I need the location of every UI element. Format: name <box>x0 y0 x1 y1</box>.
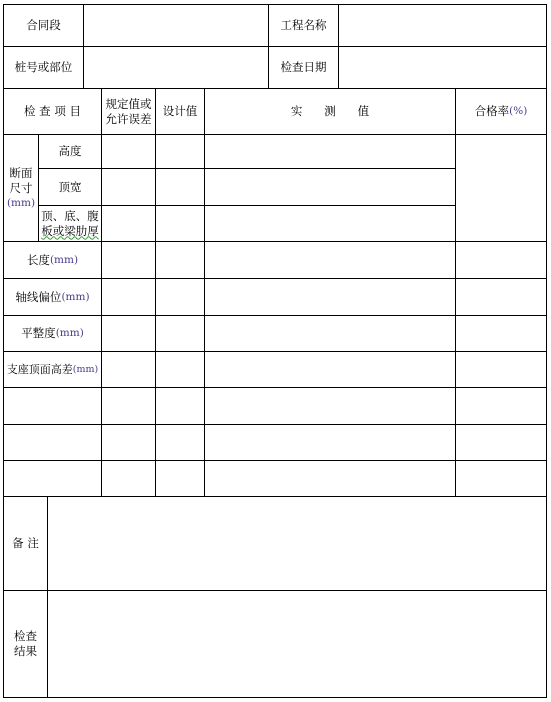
remarks-label: 备 注 <box>12 536 39 550</box>
allowed-line2: 允许误差 <box>105 111 152 126</box>
column-header-allowed <box>102 89 155 134</box>
contract-section-label: 合同段 <box>26 18 61 32</box>
length-unit: (mm) <box>49 253 79 266</box>
pile-or-part-label: 桩号或部位 <box>14 60 73 74</box>
blank-row-1[interactable] <box>4 388 546 424</box>
column-header-design: 设计值 <box>162 104 198 118</box>
row-label-top-width: 顶宽 <box>58 179 82 194</box>
flatness-unit: (mm) <box>55 327 84 339</box>
thickness-line2: 板或梁肋厚 <box>41 223 99 238</box>
flatness-label: 平整度 <box>21 326 56 340</box>
section-dimension-label <box>4 135 38 241</box>
project-name-label: 工程名称 <box>280 18 327 32</box>
column-header-item: 检 查 项 目 <box>24 104 81 118</box>
inspection-date-label: 检查日期 <box>280 60 327 74</box>
bearing-top-diff-label: 支座顶面高差 <box>6 363 73 376</box>
column-header-measured: 实 测 值 <box>290 104 370 118</box>
pile-or-part-field[interactable] <box>84 47 268 88</box>
column-header-pass-rate <box>456 89 546 134</box>
axis-offset-label: 轴线偏位 <box>15 289 62 304</box>
row-label-axis-offset <box>4 279 101 315</box>
length-label: 长度 <box>26 252 50 267</box>
remarks-field[interactable] <box>48 497 546 590</box>
row-label-thickness <box>39 206 101 241</box>
row-label-length <box>4 242 101 278</box>
result-line2: 结果 <box>14 644 37 658</box>
section-label-line1: 断面 <box>9 165 33 180</box>
row-label-bearing-top-diff <box>3 352 102 387</box>
result-field[interactable] <box>48 591 546 697</box>
row-label-height: 高度 <box>58 144 82 158</box>
pass-rate-unit: (%) <box>509 105 528 117</box>
row-label-flatness <box>4 316 101 351</box>
result-label <box>4 591 47 697</box>
project-name-field[interactable] <box>339 5 546 46</box>
pass-rate-label: 合格率 <box>474 104 510 118</box>
bearing-top-diff-unit: (mm) <box>72 364 99 375</box>
section-label-line2: 尺寸 <box>9 180 33 195</box>
axis-offset-unit: (mm) <box>61 290 90 303</box>
blank-row-2[interactable] <box>4 425 546 460</box>
blank-row-3[interactable] <box>4 461 546 496</box>
contract-section-field[interactable] <box>84 5 268 46</box>
result-line1: 检查 <box>14 629 37 643</box>
thickness-line1: 顶、底、腹 <box>41 208 99 223</box>
allowed-line1: 规定值或 <box>105 96 152 111</box>
inspection-date-field[interactable] <box>339 47 546 88</box>
section-label-unit: (mm) <box>6 196 36 209</box>
